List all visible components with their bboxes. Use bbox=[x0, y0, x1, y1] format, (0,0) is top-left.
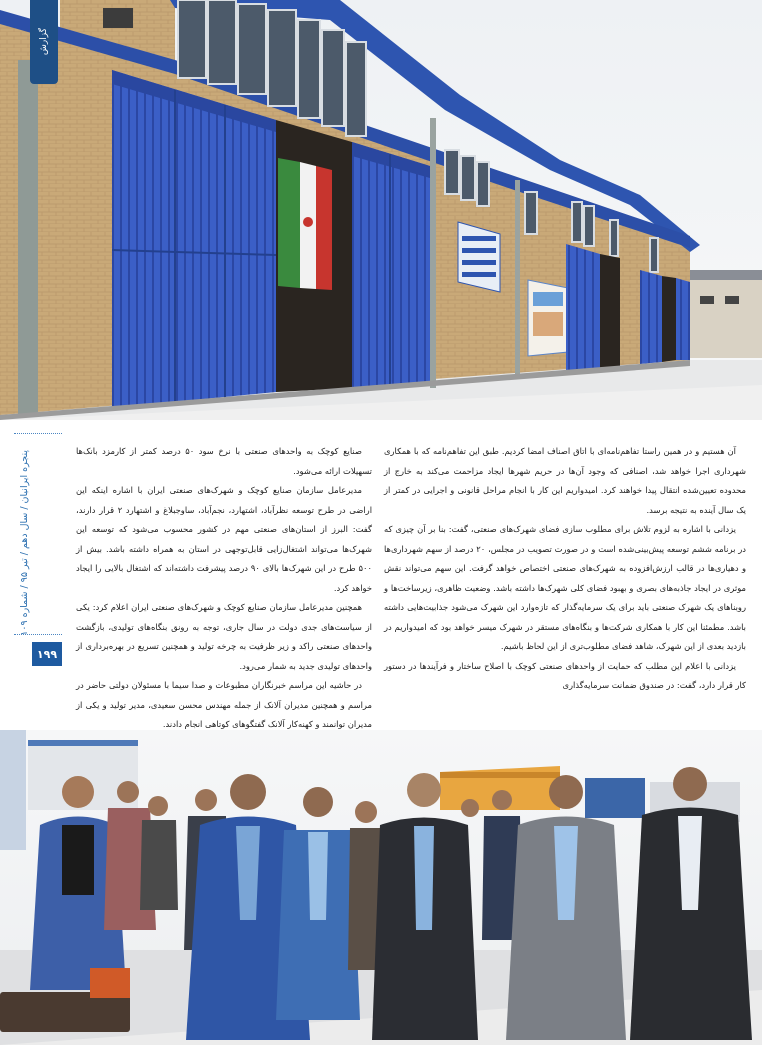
paragraph: آن هستیم و در همین راستا تفاهم‌نامه‌ای با اتاق اصناف امضا کردیم. طبق این تفاهم‌نامه که با همکاری شهرداری اجرا خواهد شد، اصنافی که وجود آن‌ها در حریم شهرها ایجاد مزاحمت می‌کند به خارج از محدوده تعیین‌شده انتقال پیدا خواهند کرد. امیدواریم این کار با انجام مراحل قانونی و اجرایی در کمتر از یک سال آینده به نتیجه برسد. bbox=[384, 446, 746, 515]
magazine-issue-label bbox=[4, 438, 44, 648]
industrial-building-illustration bbox=[0, 0, 762, 420]
magazine-issue-text: پنجره ایرانیان / سال دهم / تیر ۹۵ / شماره ۱۰۹ bbox=[18, 450, 30, 636]
paragraph: همچنین مدیرعامل سازمان صنایع کوچک و شهرک‌های صنعتی ایران اعلام کرد: یکی از سیاست‌های جدی دولت در سال جاری، توجه به رونق بنگاه‌های تولیدی، بازگشت واحدهای صنعتی راکد و زیر ظرفیت به چرخه تولید و همچنین تسریع در بهره‌برداری از واحدهای تولیدی جدید به شمار می‌رود. bbox=[76, 602, 372, 671]
paragraph: یزدانی با اشاره به لزوم تلاش برای مطلوب سازی فضای شهرک‌های صنعتی، گفت: بنا بر آن چیزی که در برنامه ششم توسعه پیش‌بینی‌شده است و در صورت تصویب در مجلس، ۲۰ درصد از سهم شهرداری‌ها و دهیاری‌ها در قالب ارزش‌افزوده به شهرک‌های صنعتی اختصاص خواهد گرفت. این سهم می‌تواند نقش موثری در ایجاد جاذبه‌های بصری و بهبود فضای کلی شهرک‌ها داشته باشد. وضعیت ظاهری، زیرساخت‌ها و روبناهای یک شهرک صنعتی باید برای یک سرمایه‌گذار که تازه‌وارد این شهرک می‌شود جذابیت‌هایی داشته باشد. مطمئنا این کار با همکاری شرکت‌ها و بنگاه‌های مستقر در شهرک میسر خواهد بود که امیدواریم در بازدید بعدی از این شهرک، شاهد فضای مطلوب‌تری از این لحاظ باشیم. bbox=[384, 524, 746, 651]
officials-visit-photo bbox=[0, 730, 762, 1045]
article-column-right bbox=[384, 442, 746, 696]
paragraph: مدیرعامل سازمان صنایع کوچک و شهرک‌های صنعتی ایران با اشاره اینکه این اراضی در طرح توسعه نظرآباد، اشتهارد، نجم‌آباد، ساوجبلاغ و اشتهارد ۲ قرار دارند، گفت: البرز از استان‌های صنعتی مهم در کشور محسوب می‌شود که توسعه این شهرک‌ها می‌تواند اشتغال‌زایی قابل‌توجهی در استان به همراه داشته باشد. بیش از ۵۰۰ طرح در این شهرک‌ها بالای ۹۰ درصد پیشرفت داشته‌اند که اشتغال بالایی را ایجاد خواهد کرد. bbox=[76, 485, 373, 593]
dotted-rule-top bbox=[14, 433, 62, 434]
section-tab-label: گزارش bbox=[39, 28, 49, 56]
dotted-rule-bottom bbox=[14, 634, 62, 635]
paragraph: یزدانی با اعلام این مطلب که حمایت از واحدهای صنعتی کوچک با اصلاح ساختار و فرآیندها در دستور کار قرار دارد، گفت: در صندوق ضمانت سرمایه‌گذاری bbox=[384, 660, 746, 690]
building-photo bbox=[0, 0, 762, 420]
group-walking-illustration bbox=[0, 730, 762, 1045]
paragraph: در حاشیه این مراسم خبرنگاران مطبوعات و صدا سیما با مسئولان دولتی حاضر در مراسم و همچنین مدیران آلانک از جمله مهندس محسن سعیدی، مدیر تولید و یکی از مدیران توانمند و کهنه‌کار آلانک گفتگوهای کوتاهی انجام دادند. bbox=[76, 680, 372, 729]
section-tab bbox=[30, 0, 58, 84]
page-number: ۱۹۹ bbox=[32, 642, 62, 666]
article-column-left bbox=[76, 442, 372, 754]
paragraph: صنایع کوچک به واحدهای صنعتی با نرخ سود ۵۰ درصد کمتر از کارمزد بانک‌ها تسهیلات ارائه می‌شود. bbox=[76, 446, 372, 476]
